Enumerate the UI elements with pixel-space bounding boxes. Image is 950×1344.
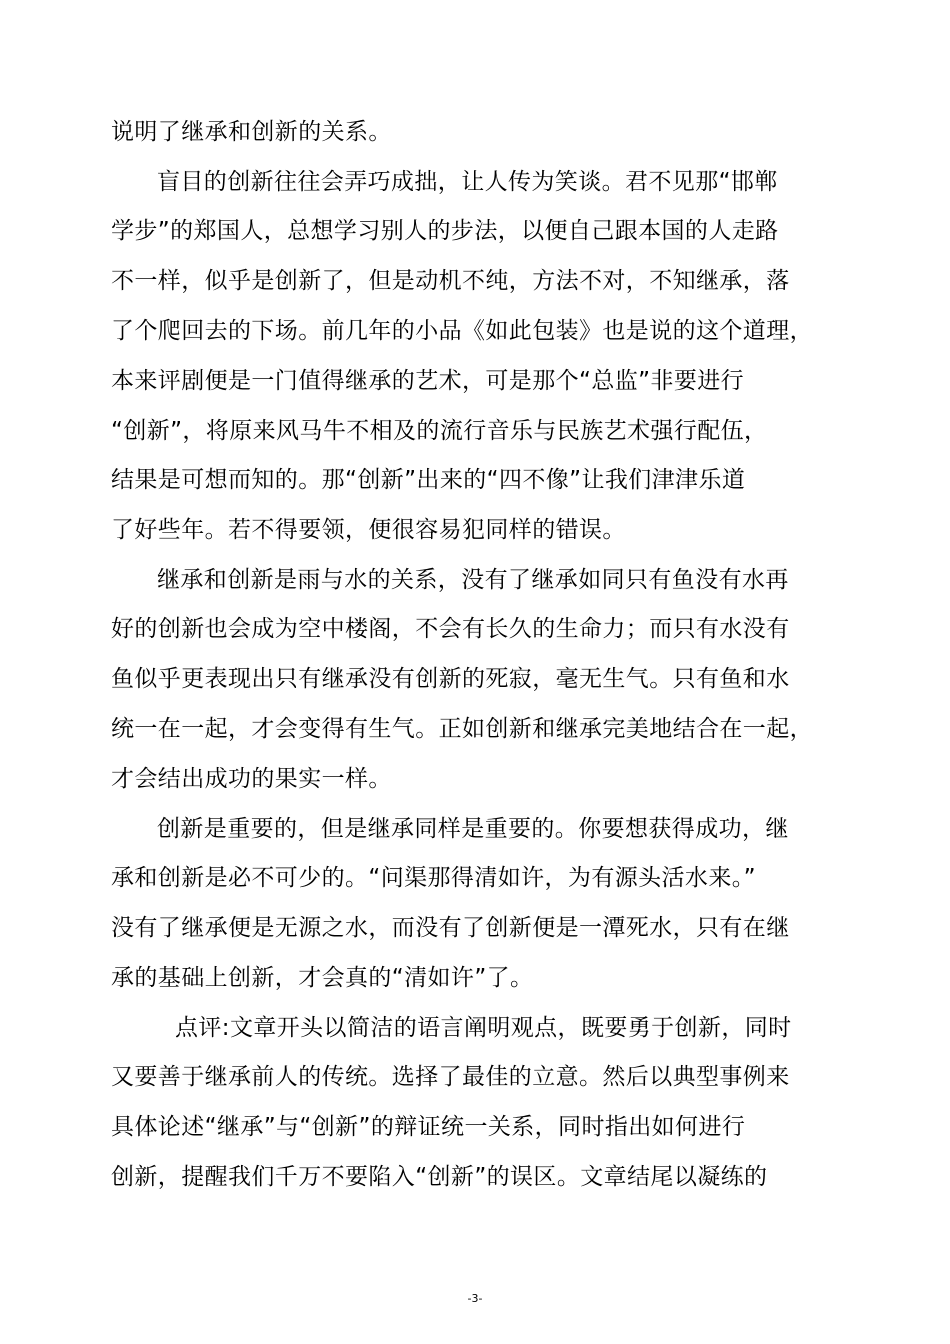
text-line: 学步”的郑国人，总想学习别人的步法，以便自己跟本国的人走路: [111, 218, 779, 244]
text-line: 鱼似乎更表现出只有继承没有创新的死寂，毫无生气。只有鱼和水: [111, 666, 790, 692]
text-line: 结果是可想而知的。那“创新”出来的“四不像”让我们津津乐道: [111, 467, 746, 493]
text-line: 创新，提醒我们千万不要陷入“创新”的误区。文章结尾以凝练的: [111, 1164, 768, 1190]
text-line: 才会结出成功的果实一样。: [111, 766, 392, 792]
text-line: 好的创新也会成为空中楼阁，不会有长久的生命力；而只有水没有: [111, 616, 790, 642]
text-line: “创新”，将原来风马牛不相及的流行音乐与民族艺术强行配伍，: [111, 418, 768, 444]
text-line: 承和创新是必不可少的。“问渠那得清如许，为有源头活水来。”: [111, 865, 756, 891]
text-line: 统一在一起，才会变得有生气。正如创新和继承完美地结合在一起，: [111, 716, 813, 742]
text-line: 点评:文章开头以简洁的语言阐明观点，既要勇于创新，同时: [175, 1015, 792, 1041]
text-line: 又要善于继承前人的传统。选择了最佳的立意。然后以典型事例来: [111, 1064, 790, 1090]
text-line: 具体论述“继承”与“创新”的辩证统一关系，同时指出如何进行: [111, 1114, 746, 1140]
text-line: 说明了继承和创新的关系。: [111, 119, 392, 145]
text-line: 不一样，似乎是创新了，但是动机不纯，方法不对，不知继承，落: [111, 268, 790, 294]
text-line: 了好些年。若不得要领，便很容易犯同样的错误。: [111, 517, 626, 543]
text-line: 创新是重要的，但是继承同样是重要的。你要想获得成功，继: [157, 816, 789, 842]
text-line: 盲目的创新往往会弄巧成拙，让人传为笑谈。君不见那“邯郸: [157, 169, 778, 195]
text-line: 了个爬回去的下场。前几年的小品《如此包装》也是说的这个道理，: [111, 318, 813, 344]
text-line: 本来评剧便是一门值得继承的艺术，可是那个“总监”非要进行: [111, 368, 745, 394]
text-line: 继承和创新是雨与水的关系，没有了继承如同只有鱼没有水再: [157, 567, 789, 593]
text-line: 承的基础上创新，才会真的“清如许”了。: [111, 965, 534, 991]
page-number: -3-: [467, 1292, 483, 1305]
text-line: 没有了继承便是无源之水，而没有了创新便是一潭死水，只有在继: [111, 915, 790, 941]
